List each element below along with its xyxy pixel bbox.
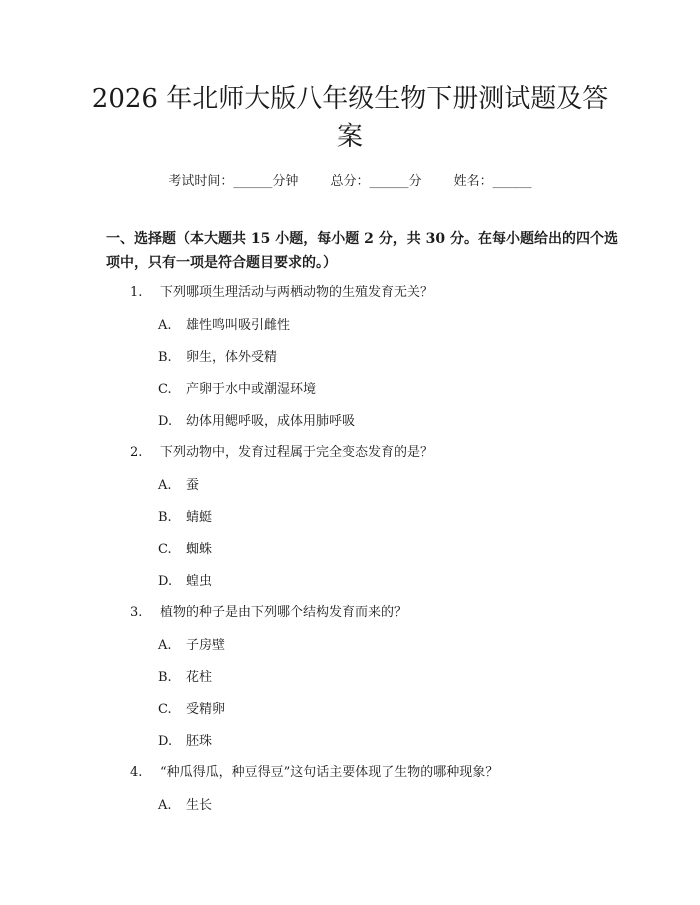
option-text: 蚕 — [186, 478, 200, 493]
option-letter: A. — [158, 638, 172, 653]
question-text: “种瓜得瓜，种豆得豆”这句话主要体现了生物的哪种现象？ — [160, 765, 499, 780]
question-text: 下列动物中，发育过程属于完全变态发育的是？ — [160, 445, 434, 460]
option-text: 子房壁 — [186, 638, 226, 653]
question-2-option-b — [158, 506, 212, 525]
question-number: 2. — [130, 445, 143, 460]
question-2-option-c — [158, 538, 212, 557]
option-letter: B. — [158, 670, 172, 685]
option-text: 产卵于水中或潮湿环境 — [186, 382, 317, 397]
question-4 — [130, 761, 498, 780]
question-text: 下列哪项生理活动与两栖动物的生殖发育无关？ — [160, 285, 434, 300]
option-letter: D. — [158, 414, 173, 429]
option-text: 雄性鸣叫吸引雌性 — [186, 318, 291, 333]
question-3-option-a — [158, 634, 225, 653]
question-1-option-b — [158, 346, 277, 365]
question-2-option-d — [158, 570, 212, 589]
option-text: 蜘蛛 — [186, 542, 213, 557]
option-letter: C. — [158, 702, 172, 717]
question-number: 3. — [130, 605, 143, 620]
option-text: 花柱 — [186, 670, 213, 685]
question-text: 植物的种子是由下列哪个结构发育而来的？ — [160, 605, 408, 620]
question-4-option-a — [158, 794, 212, 813]
question-1-option-d — [158, 410, 355, 429]
option-text: 蝗虫 — [186, 574, 213, 589]
question-1-option-a — [158, 314, 290, 333]
question-number: 4. — [130, 765, 143, 780]
option-letter: A. — [158, 798, 172, 813]
question-3-option-c — [158, 698, 225, 717]
option-letter: A. — [158, 318, 172, 333]
question-3 — [130, 601, 407, 620]
question-1-option-c — [158, 378, 316, 397]
option-letter: A. — [158, 478, 172, 493]
option-letter: B. — [158, 350, 172, 365]
document-title: 2026 年北师大版八年级生物下册测试题及答案 — [91, 84, 609, 152]
option-text: 幼体用鳃呼吸，成体用肺呼吸 — [186, 414, 356, 429]
option-letter: B. — [158, 510, 172, 525]
option-text: 卵生，体外受精 — [186, 350, 278, 365]
option-text: 蜻蜓 — [186, 510, 213, 525]
question-2 — [130, 441, 433, 460]
section-heading: 一、选择题（本大题共 15 小题，每小题 2 分，共 30 分。在每小题给出的四个选项中，只有一项是符合题目要求的。） — [106, 231, 618, 271]
question-3-option-d — [158, 730, 212, 749]
question-2-option-a — [158, 474, 199, 493]
student-name-field: 姓名：______ — [453, 174, 532, 189]
option-letter: C. — [158, 542, 172, 557]
exam-meta-line — [0, 170, 700, 189]
question-number: 1. — [130, 285, 143, 300]
option-letter: C. — [158, 382, 172, 397]
total-score-field: 总分：______分 — [330, 174, 422, 189]
question-1 — [130, 281, 433, 300]
option-text: 受精卵 — [186, 702, 226, 717]
exam-time-field: 考试时间：______分钟 — [168, 174, 299, 189]
option-letter: D. — [158, 734, 173, 749]
question-3-option-b — [158, 666, 212, 685]
option-letter: D. — [158, 574, 173, 589]
option-text: 生长 — [186, 798, 213, 813]
option-text: 胚珠 — [186, 734, 213, 749]
